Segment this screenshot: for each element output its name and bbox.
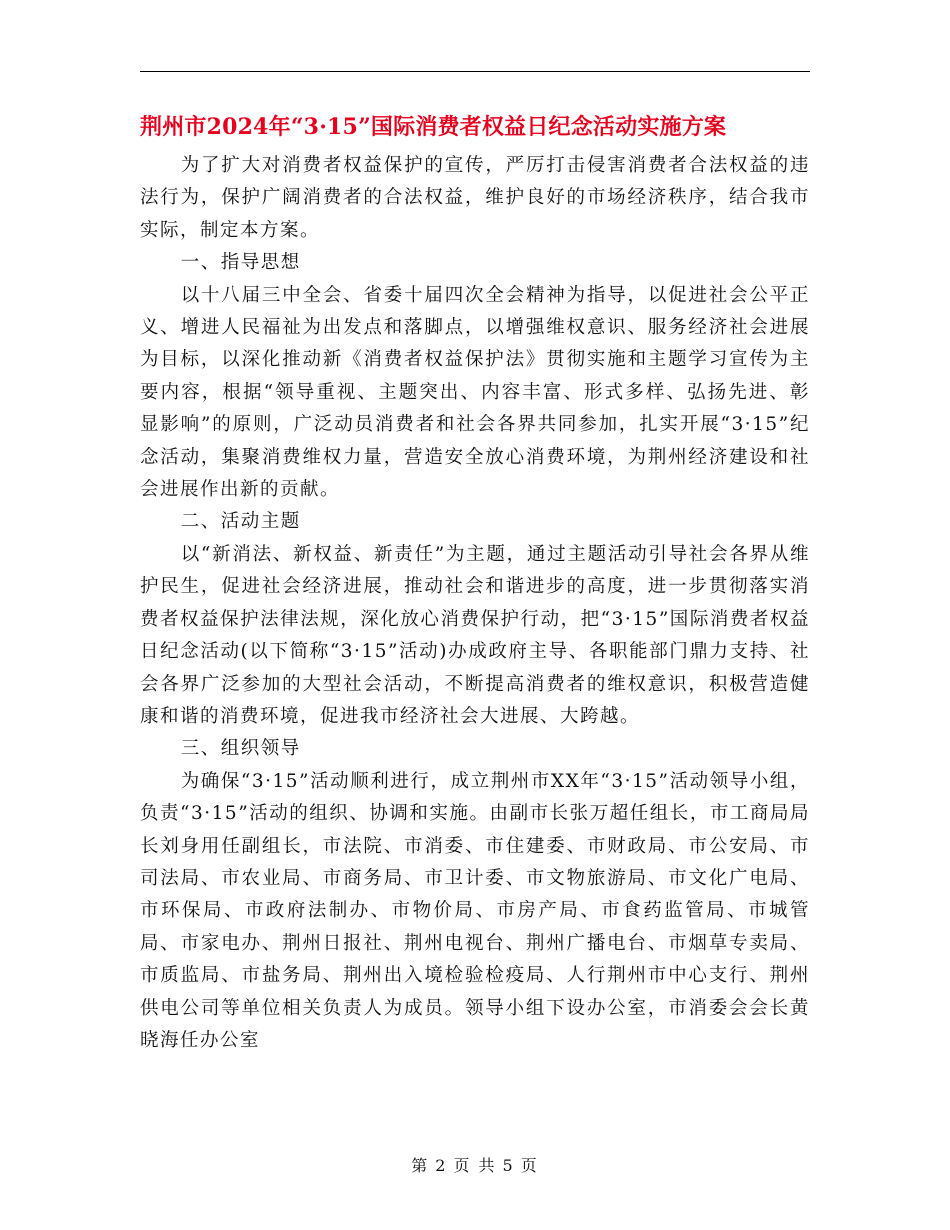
document-title: 荆州市2024年“3·15”国际消费者权益日纪念活动实施方案 xyxy=(140,114,727,140)
intro-paragraph: 为了扩大对消费者权益保护的宣传，严厉打击侵害消费者合法权益的违法行为，保护广阔消费者的合法权益，维护良好的市场经济秩序，结合我市实际，制定本方案。 xyxy=(140,155,810,241)
footer-middle: 页 共 xyxy=(453,1156,497,1175)
activity-theme-paragraph: 以“新消法、新权益、新责任”为主题，通过主题活动引导社会各界从维护民生，促进社会经济进展，推动社会和谐进步的高度，进一步贯彻落实消费者权益保护法律法规，深化放心消费保护行动，把“3·15”国际消费者权益日纪念活动(以下简称“3·15”活动)办成政府主导、各职能部门鼎力支持、社会各界广泛参加的大型社会活动，不断提高消费者的维权意识，积极营造健康和谐的消费环境，促进我市经济社会大进展、大跨越。 xyxy=(140,543,810,727)
footer-suffix: 页 xyxy=(520,1156,539,1175)
section-heading-activity-theme: 二、活动主题 xyxy=(180,511,301,533)
header-rule xyxy=(140,71,810,72)
section-heading-organization: 三、组织领导 xyxy=(180,738,301,760)
footer-page-number: 2 xyxy=(435,1156,448,1175)
footer-total-pages: 5 xyxy=(502,1156,515,1175)
footer-prefix: 第 xyxy=(411,1156,430,1175)
guiding-ideology-paragraph: 以十八届三中全会、省委十届四次全会精神为指导，以促进社会公平正义、增进人民福祉为出发点和落脚点，以增强维权意识、服务经济社会进展为目标，以深化推动新《消费者权益保护法》贯彻实施和主题学习宣传为主要内容，根据“领导重视、主题突出、内容丰富、形式多样、弘扬先进、彰显影响”的原则，广泛动员消费者和社会各界共同参加，扎实开展“3·15”纪念活动，集聚消费维权力量，营造安全放心消费环境，为荆州经济建设和社会进展作出新的贡献。 xyxy=(140,284,810,501)
section-heading-guiding-ideology: 一、指导思想 xyxy=(180,252,301,274)
document-body xyxy=(140,150,810,1057)
organization-paragraph: 为确保“3·15”活动顺利进行，成立荆州市XX年“3·15”活动领导小组，负责“3·15”活动的组织、协调和实施。由副市长张万超任组长，市工商局局长刘身用任副组长，市法院、市消委、市住建委、市财政局、市公安局、市司法局、市农业局、市商务局、市卫计委、市文物旅游局、市文化广电局、市环保局、市政府法制办、市物价局、市房产局、市食药监管局、市城管局、市家电办、荆州日报社、荆州电视台、荆州广播电台、市烟草专卖局、市质监局、市盐务局、荆州出入境检验检疫局、人行荆州市中心支行、荆州供电公司等单位相关负责人为成员。领导小组下设办公室，市消委会会长黄晓海任办公室 xyxy=(140,770,810,1051)
page-footer xyxy=(0,1153,950,1176)
